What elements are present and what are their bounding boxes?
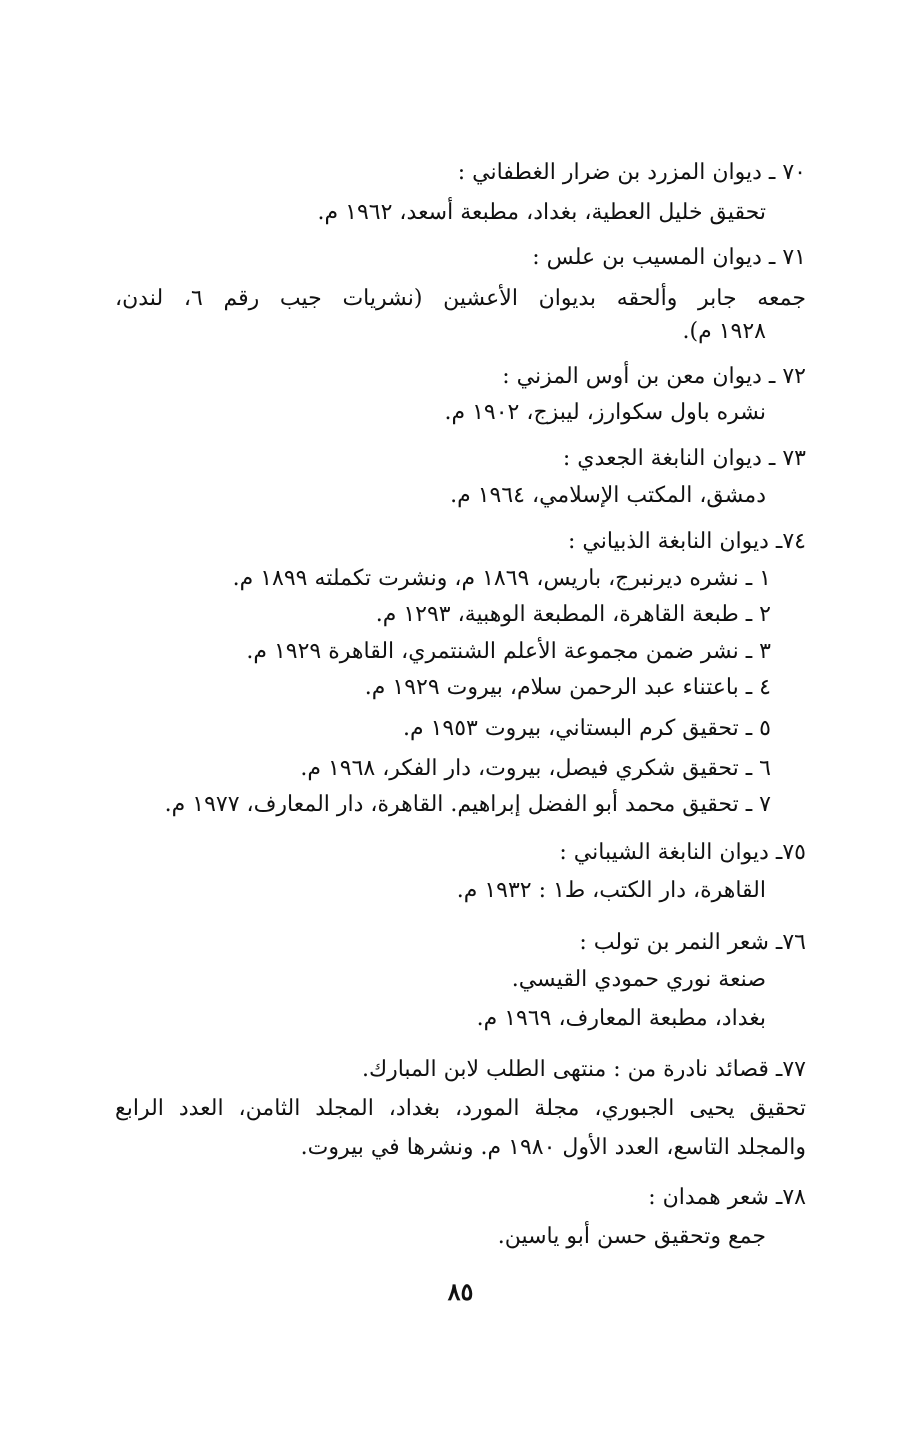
- entry-73-heading: ٧٣ ـ ديوان النابغة الجعدي :: [562, 446, 806, 471]
- entry-71-heading: ٧١ ـ ديوان المسيب بن علس :: [532, 245, 806, 270]
- entry-72-detail: نشره باول سكوارز، ليبزج، ١٩٠٢ م.: [444, 400, 766, 425]
- entry-74-item-2: ٢ ـ طبعة القاهرة، المطبعة الوهبية، ١٢٩٣ م.: [375, 602, 771, 627]
- entry-71-detail-2: ١٩٢٨ م).: [682, 319, 766, 344]
- entry-74-item-7: ٧ ـ تحقيق محمد أبو الفضل إبراهيم. القاهرة، دار المعارف، ١٩٧٧ م.: [164, 792, 771, 817]
- entry-70-detail: تحقيق خليل العطية، بغداد، مطبعة أسعد، ١٩٦٢ م.: [317, 200, 766, 225]
- entry-75-heading: ٧٥ـ ديوان النابغة الشيباني :: [559, 840, 806, 865]
- entry-78-detail: جمع وتحقيق حسن أبو ياسين.: [497, 1224, 766, 1249]
- entry-76-detail-1: صنعة نوري حمودي القيسي.: [511, 967, 766, 992]
- entry-71-detail-1: جمعه جابر وألحقه بديوان الأعشين (نشريات جيب رقم ٦، لندن،: [115, 286, 806, 311]
- entry-74-item-1: ١ ـ نشره ديرنبرج، باريس، ١٨٦٩ م، ونشرت تكملته ١٨٩٩ م.: [232, 566, 771, 591]
- entry-72-heading: ٧٢ ـ ديوان معن بن أوس المزني :: [502, 364, 806, 389]
- page-number: ٨٥: [447, 1277, 474, 1306]
- entry-73-detail: دمشق، المكتب الإسلامي، ١٩٦٤ م.: [450, 483, 766, 508]
- entry-70-heading: ٧٠ ـ ديوان المزرد بن ضرار الغطفاني :: [457, 160, 806, 185]
- entry-77-heading: ٧٧ـ قصائد نادرة من : منتهى الطلب لابن المبارك.: [361, 1057, 806, 1082]
- entry-77-detail-1: تحقيق يحيى الجبوري، مجلة المورد، بغداد، المجلد الثامن، العدد الرابع: [115, 1096, 806, 1121]
- entry-77-detail-2: والمجلد التاسع، العدد الأول ١٩٨٠ م. ونشرها في بيروت.: [300, 1135, 806, 1160]
- entry-74-item-4: ٤ ـ باعتناء عبد الرحمن سلام، بيروت ١٩٢٩ م.: [364, 675, 771, 700]
- entry-78-heading: ٧٨ـ شعر همدان :: [648, 1185, 806, 1210]
- entry-76-heading: ٧٦ـ شعر النمر بن تولب :: [579, 930, 806, 955]
- entry-74-item-5: ٥ ـ تحقيق كرم البستاني، بيروت ١٩٥٣ م.: [403, 716, 771, 741]
- entry-74-heading: ٧٤ـ ديوان النابغة الذبياني :: [567, 529, 806, 554]
- entry-74-item-6: ٦ ـ تحقيق شكري فيصل، بيروت، دار الفكر، ١٩٦٨ م.: [300, 756, 771, 781]
- entry-75-detail: القاهرة، دار الكتب، ط١ : ١٩٣٢ م.: [456, 878, 766, 903]
- entry-74-item-3: ٣ ـ نشر ضمن مجموعة الأعلم الشنتمري، القاهرة ١٩٢٩ م.: [246, 639, 771, 664]
- entry-76-detail-2: بغداد، مطبعة المعارف، ١٩٦٩ م.: [476, 1006, 766, 1031]
